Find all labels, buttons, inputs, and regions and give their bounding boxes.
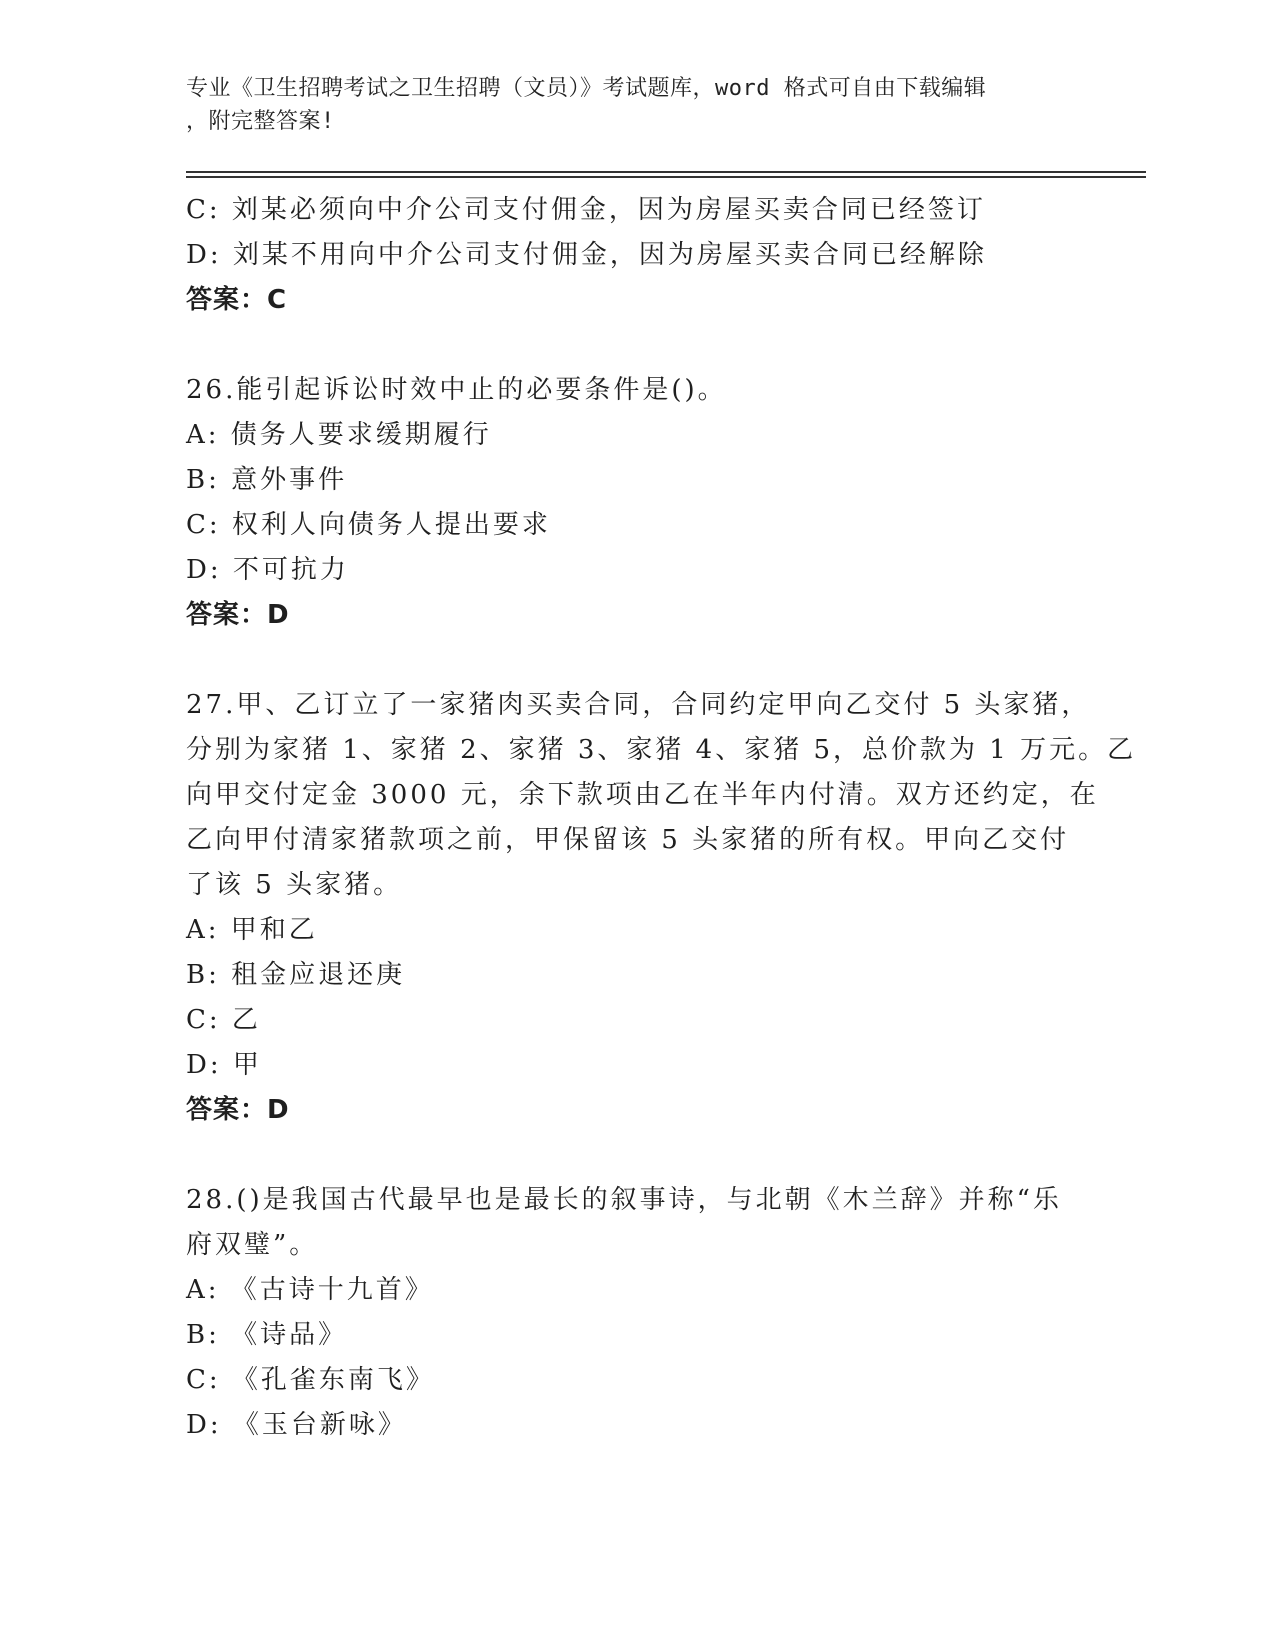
question-stem-line: 27.甲、乙订立了一家猪肉买卖合同，合同约定甲向乙交付 5 头家猪， (186, 690, 1091, 720)
option-a: A: 甲和乙 (186, 915, 318, 945)
question-stem-line: 28.()是我国古代最早也是最长的叙事诗，与北朝《木兰辞》并称“乐 (186, 1185, 1062, 1215)
header-rule-top (186, 171, 1146, 173)
option-c: C: 权利人向债务人提出要求 (186, 510, 551, 540)
option-c: C: 刘某必须向中介公司支付佣金，因为房屋买卖合同已经签订 (186, 195, 986, 225)
question-27 (186, 683, 1137, 1133)
question-25-tail (186, 188, 1086, 323)
question-stem-line: 府双璧”。 (186, 1230, 319, 1260)
option-a: A: 债务人要求缓期履行 (186, 420, 492, 450)
option-d: D: 甲 (186, 1050, 262, 1080)
question-stem-line: 向甲交付定金 3000 元，余下款项由乙在半年内付清。双方还约定，在 (186, 780, 1099, 810)
answer-line: 答案：D (186, 1095, 290, 1125)
question-stem-line: 乙向甲付清家猪款项之前，甲保留该 5 头家猪的所有权。甲向乙交付 (186, 825, 1070, 855)
option-c: C: 乙 (186, 1005, 261, 1035)
question-list (186, 188, 1137, 1448)
option-b: B: 租金应退还庚 (186, 960, 406, 990)
spacer (186, 1133, 1086, 1178)
header-title-line-2: ，附完整答案! (186, 109, 335, 134)
question-stem: 26.能引起诉讼时效中止的必要条件是()。 (186, 375, 727, 405)
question-26 (186, 368, 1086, 638)
header-rule-bottom (186, 176, 1146, 178)
document-header (186, 72, 1086, 138)
answer-line: 答案：D (186, 600, 290, 630)
option-d: D: 不可抗力 (186, 555, 349, 585)
spacer (186, 638, 1086, 683)
question-28 (186, 1178, 1086, 1448)
option-d: D: 《玉台新咏》 (186, 1410, 407, 1440)
option-d: D: 刘某不用向中介公司支付佣金，因为房屋买卖合同已经解除 (186, 240, 987, 270)
option-c: C: 《孔雀东南飞》 (186, 1365, 435, 1395)
option-a: A: 《古诗十九首》 (186, 1275, 434, 1305)
spacer (186, 323, 1086, 368)
option-b: B: 意外事件 (186, 465, 348, 495)
answer-line: 答案：C (186, 285, 288, 315)
option-b: B: 《诗品》 (186, 1320, 348, 1350)
question-stem-line: 了该 5 头家猪。 (186, 870, 403, 900)
question-stem-line: 分别为家猪 1、家猪 2、家猪 3、家猪 4、家猪 5，总价款为 1 万元。乙 (186, 735, 1137, 765)
header-title-line-1: 专业《卫生招聘考试之卫生招聘（文员）》考试题库，word 格式可自由下载编辑 (186, 76, 987, 101)
